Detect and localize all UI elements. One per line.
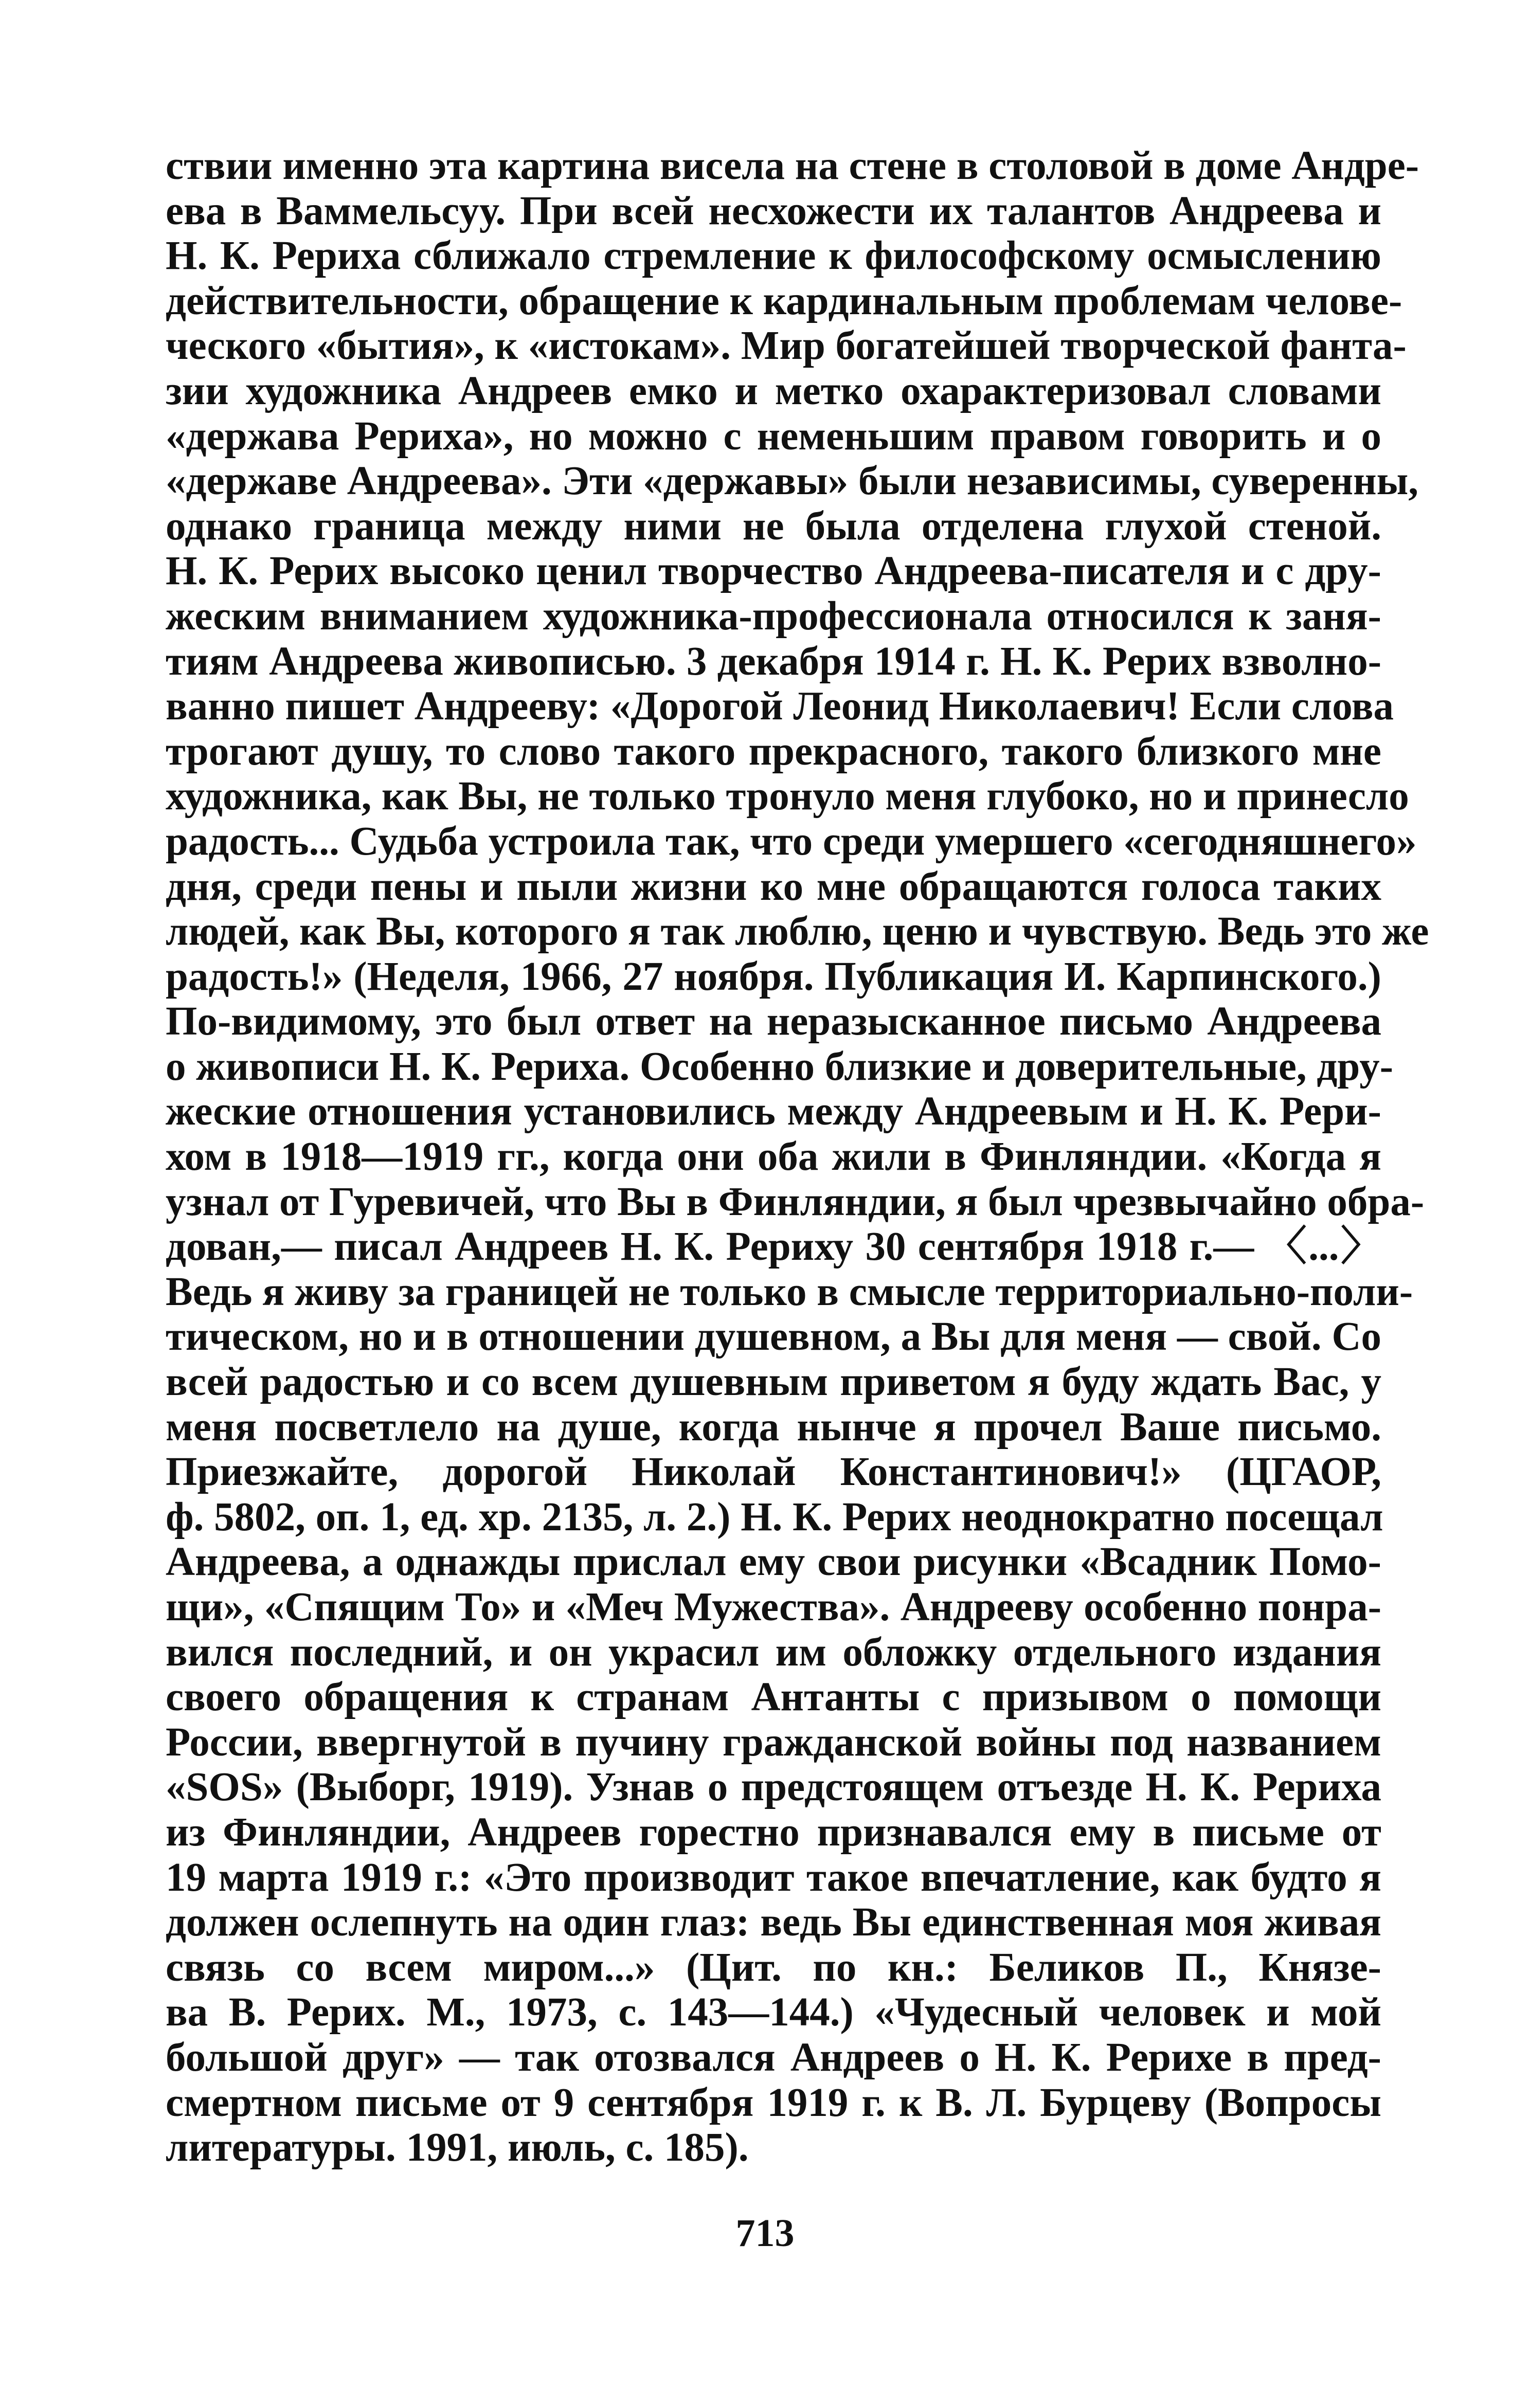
text-line: художника, как Вы, не только тронуло меня глубоко, но и принесло	[166, 774, 1409, 819]
text-line: ева в Ваммельсуу. При всей несхожести их талантов Андреева и	[166, 188, 1381, 233]
text-line: «SOS» (Выборг, 1919). Узнав о предстоящем отъезде Н. К. Рериха	[166, 1765, 1381, 1810]
text-line: Андреева, а однажды прислал ему свои рисунки «Всадник Помо-	[166, 1540, 1381, 1585]
page-number: 713	[735, 2212, 795, 2255]
text-line: 19 марта 1919 г.: «Это производит такое впечатление, как будто я	[166, 1855, 1381, 1900]
text-line: радость... Судьба устроила так, что среди умершего «сегодняшнего»	[166, 819, 1417, 864]
text-line: узнал от Гуревичей, что Вы в Финляндии, я был чрезвычайно обра-	[166, 1179, 1425, 1224]
text-line: смертном письме от 9 сентября 1919 г. к В. Л. Бурцеву (Вопросы	[166, 2080, 1381, 2125]
text-line: литературы. 1991, июль, с. 185).	[166, 2125, 749, 2170]
text-line: щи», «Спящим То» и «Меч Мужества». Андрееву особенно понра-	[166, 1585, 1381, 1630]
text-line: Приезжайте, дорогой Николай Константинович!» (ЦГАОР,	[166, 1450, 1381, 1495]
text-line: трогают душу, то слово такого прекрасного, такого близкого мне	[166, 729, 1381, 774]
text-line: Н. К. Рериха сближало стремление к философскому осмыслению	[166, 233, 1381, 279]
text-line: ческого «бытия», к «истокам». Мир богатейшей творческой фанта-	[166, 323, 1407, 369]
text-line: тиям Андреева живописью. 3 декабря 1914 г. Н. К. Рерих взволно-	[166, 639, 1381, 684]
text-line: «держава Рериха», но можно с неменьшим правом говорить и о	[166, 413, 1381, 459]
text-line: жеским вниманием художника-профессионала относился к заня-	[166, 593, 1381, 639]
text-line: Ведь я живу за границей не только в смысле территориально-поли-	[166, 1269, 1413, 1314]
text-line: ва В. Рерих. М., 1973, с. 143—144.) «Чудесный человек и мой	[166, 1990, 1381, 2035]
text-line: ствии именно эта картина висела на стене в столовой в доме Андре-	[166, 143, 1419, 188]
text-line: дня, среди пены и пыли жизни ко мне обращаются голоса таких	[166, 864, 1381, 909]
text-line: вился последний, и он украсил им обложку отдельного издания	[166, 1630, 1381, 1675]
text-line: меня посветлело на душе, когда нынче я прочел Ваше письмо.	[166, 1404, 1381, 1450]
text-line: всей радостью и со всем душевным приветом я буду ждать Вас, у	[166, 1360, 1381, 1405]
text-line: жеские отношения установились между Андреевым и Н. К. Рери-	[166, 1089, 1381, 1134]
text-line: из Финляндии, Андреев горестно признавался ему в письме от	[166, 1809, 1381, 1855]
text-line: большой друг» — так отозвался Андреев о Н. К. Рерихе в пред-	[166, 2035, 1381, 2080]
text-line: ф. 5802, оп. 1, ед. хр. 2135, л. 2.) Н. К. Рерих неоднократно посещал	[166, 1494, 1383, 1540]
text-line: своего обращения к странам Антанты с призывом о помощи	[166, 1675, 1381, 1720]
text-line: радость!» (Неделя, 1966, 27 ноября. Публикация И. Карпинского.)	[166, 954, 1381, 999]
text-line: однако граница между ними не была отделена глухой стеной.	[166, 503, 1381, 549]
text-line: действительности, обращение к кардинальным проблемам челове-	[166, 278, 1402, 323]
text-line: хом в 1918—1919 гг., когда они оба жили в Финляндии. «Когда я	[166, 1134, 1381, 1180]
text-line: ванно пишет Андрееву: «Дорогой Леонид Николаевич! Если слова	[166, 684, 1394, 729]
text-line: тическом, но и в отношении душевном, а Вы для меня — свой. Со	[166, 1314, 1381, 1360]
text-line: должен ослепнуть на один глаз: ведь Вы единственная моя живая	[166, 1900, 1381, 1945]
text-line: людей, как Вы, которого я так люблю, ценю и чувствую. Ведь это же	[166, 909, 1429, 954]
body-text	[166, 143, 1429, 2170]
text-line: дован,— писал Андреев Н. К. Рериху 30 сентября 1918 г.— 〈...〉	[166, 1224, 1381, 1270]
text-line: Н. К. Рерих высоко ценил творчество Андреева-писателя и с дру-	[166, 549, 1381, 594]
text-line: зии художника Андреев емко и метко охарактеризовал словами	[166, 368, 1381, 413]
text-line: о живописи Н. К. Рериха. Особенно близкие и доверительные, дру-	[166, 1044, 1394, 1089]
text-line: России, ввергнутой в пучину гражданской войны под названием	[166, 1719, 1381, 1765]
text-line: связь со всем миром...» (Цит. по кн.: Беликов П., Князе-	[166, 1945, 1381, 1990]
text-line: «державе Андреева». Эти «державы» были независимы, суверенны,	[166, 459, 1419, 504]
text-line: По-видимому, это был ответ на неразысканное письмо Андреева	[166, 999, 1381, 1044]
